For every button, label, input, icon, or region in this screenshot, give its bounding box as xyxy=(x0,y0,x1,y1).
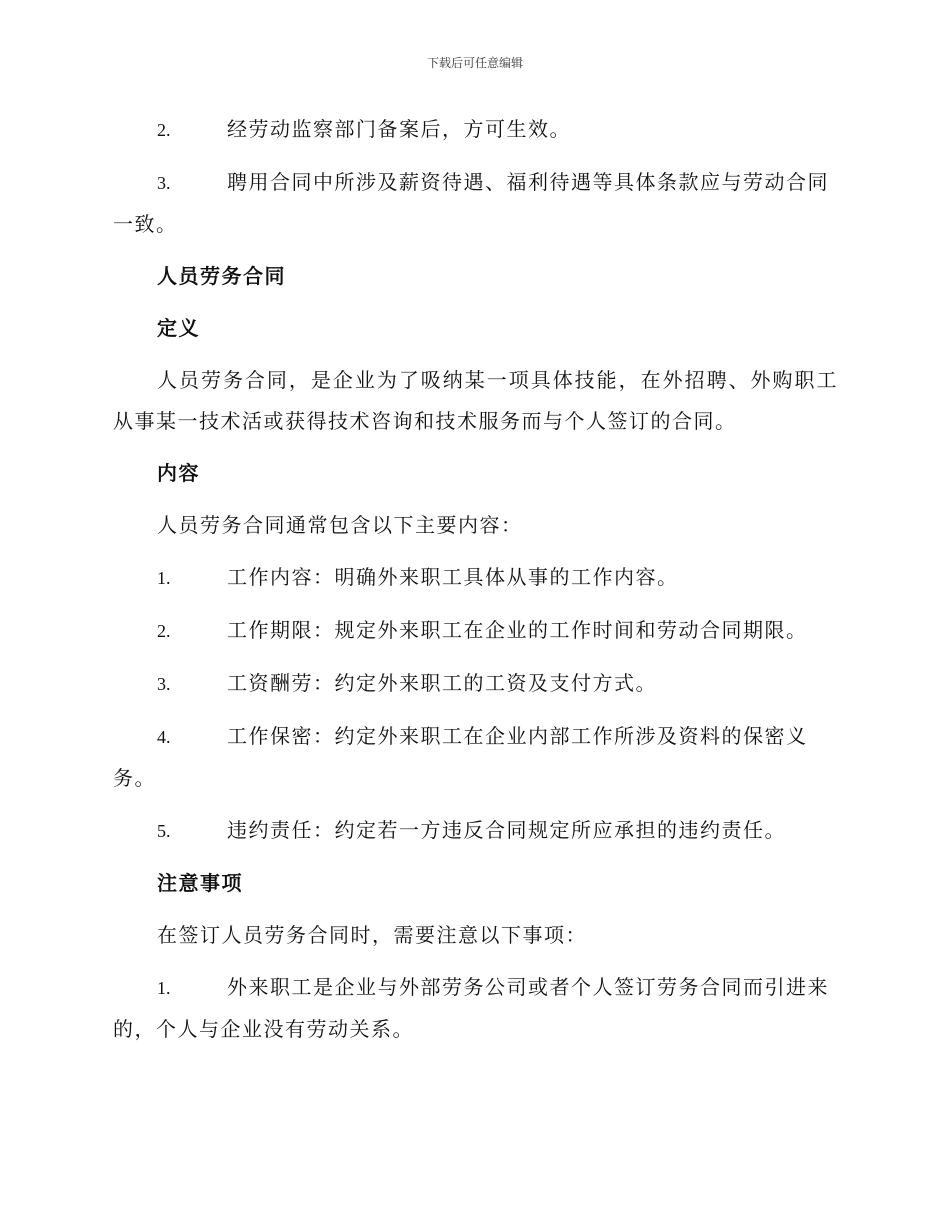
list-item xyxy=(113,663,838,705)
item-number: 2. xyxy=(157,621,171,641)
item-number: 2. xyxy=(157,120,171,140)
list-item xyxy=(113,967,838,1050)
paragraph-notes-intro: 在签订人员劳务合同时，需要注意以下事项： xyxy=(157,923,587,947)
item-text: 工作内容：明确外来职工具体从事的工作内容。 xyxy=(227,565,679,589)
list-item xyxy=(113,109,838,151)
list-item xyxy=(113,716,838,799)
list-item xyxy=(113,557,838,599)
item-number: 3. xyxy=(157,674,171,694)
item-text: 外来职工是企业与外部劳务公司或者个人签订劳务合同而引进来的，个人与企业没有劳动关系。 xyxy=(113,975,829,1041)
section-title: 人员劳务合同 xyxy=(157,264,286,288)
item-number: 5. xyxy=(157,821,171,841)
item-text: 经劳动监察部门备案后，方可生效。 xyxy=(227,117,571,141)
item-number: 3. xyxy=(157,173,171,193)
item-number: 4. xyxy=(157,727,171,747)
item-text: 工作期限：规定外来职工在企业的工作时间和劳动合同期限。 xyxy=(227,618,808,642)
document-body xyxy=(113,109,838,1061)
page-header: 下载后可任意编辑 xyxy=(426,56,523,70)
item-number: 1. xyxy=(157,568,171,588)
item-text: 违约责任：约定若一方违反合同规定所应承担的违约责任。 xyxy=(227,818,786,842)
subsection-title-definition: 定义 xyxy=(157,316,200,340)
list-item xyxy=(113,162,838,245)
list-item xyxy=(113,610,838,652)
paragraph-content-intro: 人员劳务合同通常包含以下主要内容： xyxy=(157,513,523,537)
item-text: 聘用合同中所涉及薪资待遇、福利待遇等具体条款应与劳动合同一致。 xyxy=(113,170,829,236)
list-item xyxy=(113,810,838,852)
subsection-title-notes: 注意事项 xyxy=(157,871,243,895)
subsection-title-content: 内容 xyxy=(157,461,200,485)
item-number: 1. xyxy=(157,978,171,998)
item-text: 工资酬劳：约定外来职工的工资及支付方式。 xyxy=(227,671,657,695)
paragraph-definition: 人员劳务合同，是企业为了吸纳某一项具体技能，在外招聘、外购职工从事某一技术活或获得技术咨询和技术服务而与个人签订的合同。 xyxy=(113,368,838,433)
item-text: 工作保密：约定外来职工在企业内部工作所涉及资料的保密义务。 xyxy=(113,724,808,790)
